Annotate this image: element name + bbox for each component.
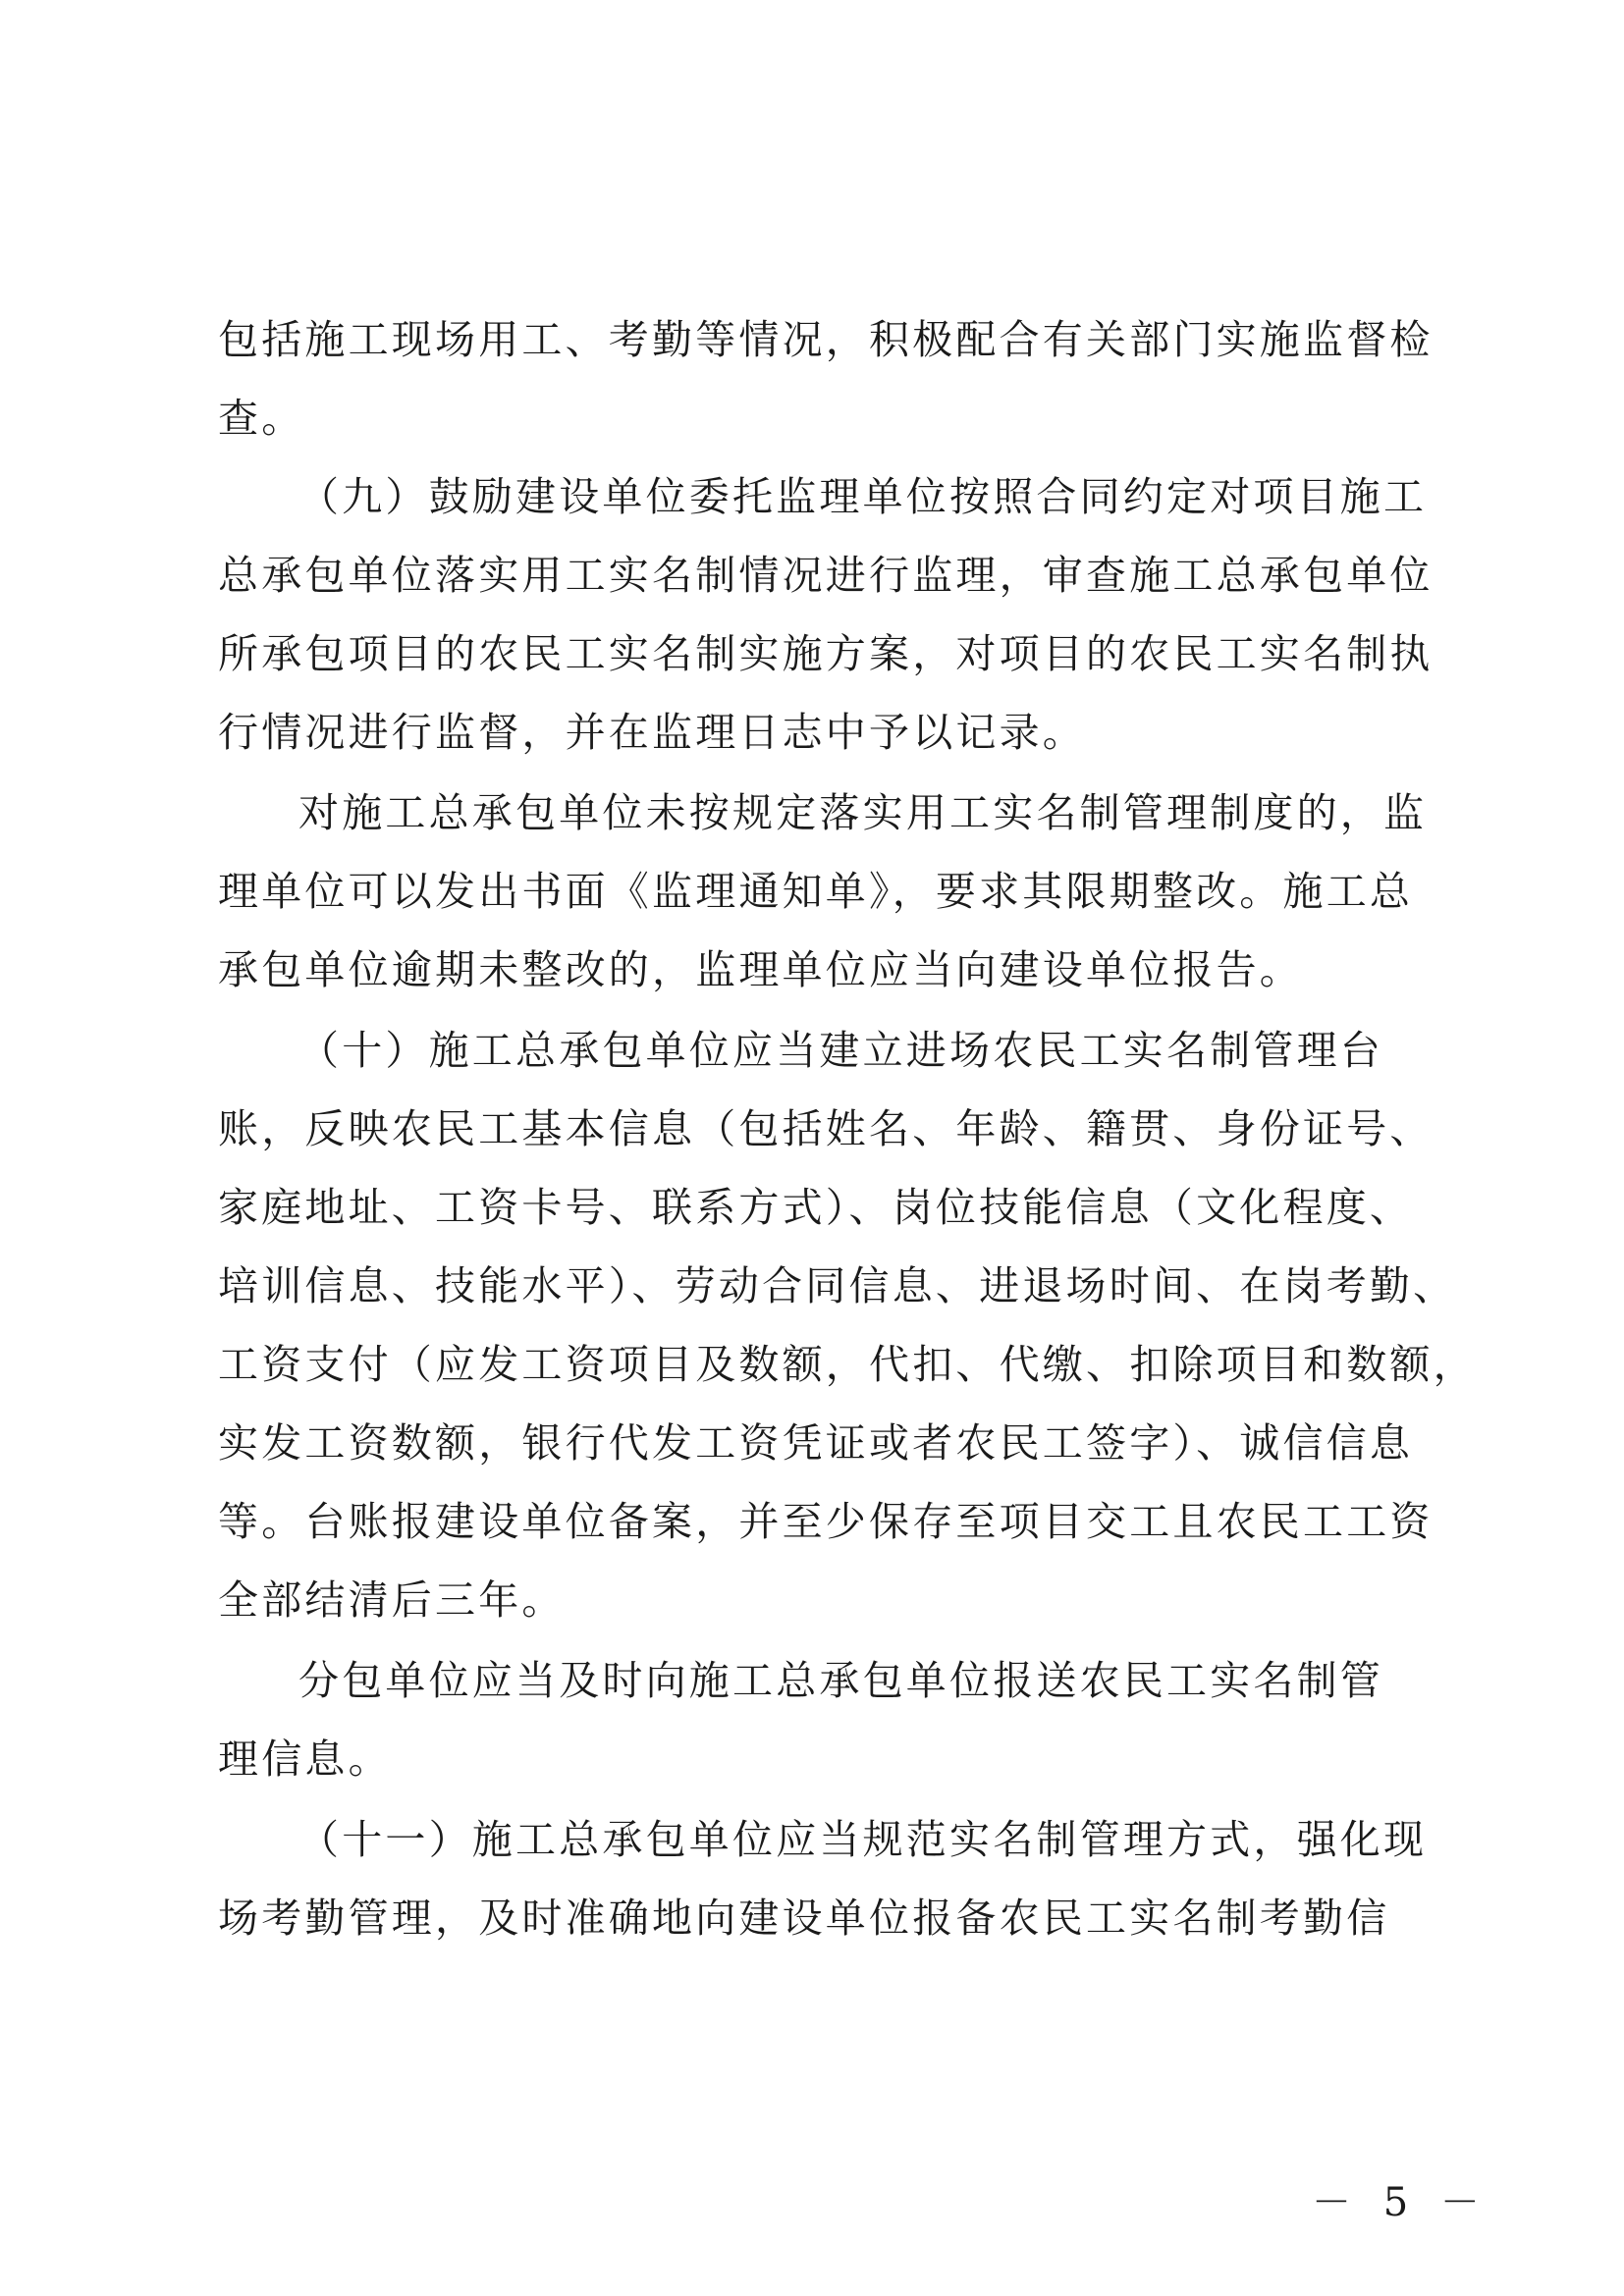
text-line: 理信息。 <box>218 1735 392 1783</box>
text-line: 工资支付（应发工资项目及数额，代扣、代缴、扣除项目和数额， <box>218 1341 1477 1388</box>
text-line: （十）施工总承包单位应当建立进场农民工实名制管理台 <box>298 1027 1383 1074</box>
text-line: 总承包单位落实用工实名制情况进行监理，审查施工总承包单位 <box>218 552 1434 599</box>
text-line: 承包单位逾期未整改的，监理单位应当向建设单位报告。 <box>218 946 1303 993</box>
text-line: 等。台账报建设单位备案，并至少保存至项目交工且农民工工资 <box>218 1498 1434 1545</box>
text-line: （九）鼓励建设单位委托监理单位按照合同约定对项目施工 <box>298 473 1428 520</box>
text-line: 行情况进行监督，并在监理日志中予以记录。 <box>218 709 1086 756</box>
text-line: 账，反映农民工基本信息（包括姓名、年龄、籍贯、身份证号、 <box>218 1105 1434 1152</box>
text-line: 对施工总承包单位未按规定落实用工实名制管理制度的，监 <box>298 789 1428 836</box>
text-line: 实发工资数额，银行代发工资凭证或者农民工签字）、诚信信息 <box>218 1419 1414 1467</box>
page-number: － 5 － <box>1312 2180 1489 2225</box>
text-line: 查。 <box>218 395 305 442</box>
text-line: 培训信息、技能水平）、劳动合同信息、进退场时间、在岗考勤、 <box>218 1262 1457 1309</box>
text-line: 所承包项目的农民工实名制实施方案，对项目的农民工实名制执 <box>218 630 1434 677</box>
text-line: 包括施工现场用工、考勤等情况，积极配合有关部门实施监督检 <box>218 316 1434 363</box>
text-line: 理单位可以发出书面《监理通知单》，要求其限期整改。施工总 <box>218 868 1414 915</box>
text-line: 全部结清后三年。 <box>218 1576 566 1624</box>
text-line: 家庭地址、工资卡号、联系方式）、岗位技能信息（文化程度、 <box>218 1184 1414 1231</box>
text-line: 分包单位应当及时向施工总承包单位报送农民工实名制管 <box>298 1657 1383 1704</box>
text-line: 场考勤管理，及时准确地向建设单位报备农民工实名制考勤信 <box>218 1895 1390 1942</box>
text-line: （十一）施工总承包单位应当规范实名制管理方式，强化现 <box>298 1816 1428 1863</box>
